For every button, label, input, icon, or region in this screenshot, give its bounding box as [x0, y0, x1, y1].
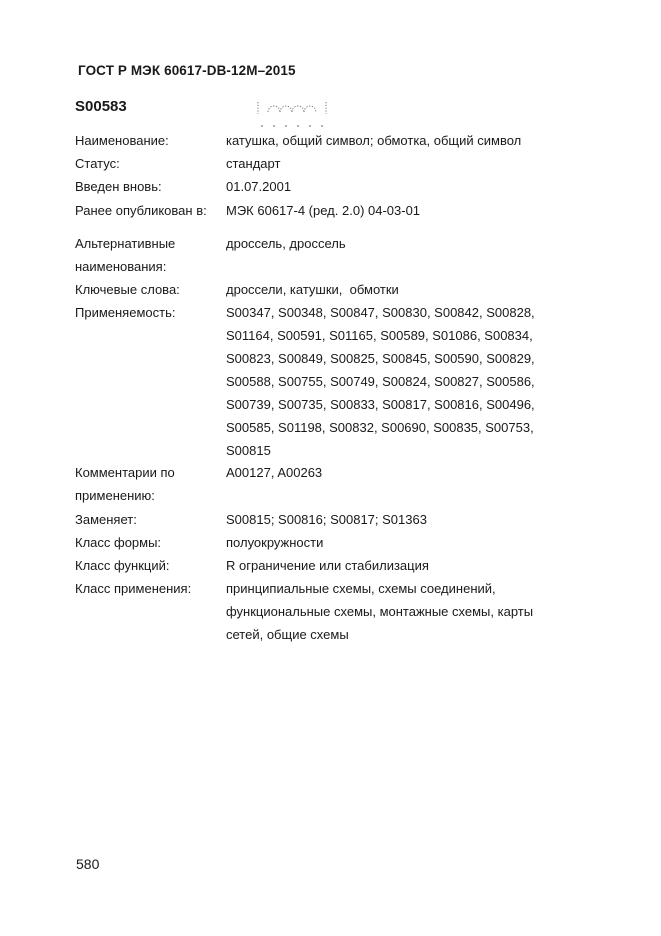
applicability-line: S00585, S01198, S00832, S00690, S00835, S00753, [226, 420, 534, 435]
field-previously-published-value: МЭК 60617-4 (ред. 2.0) 04-03-01 [226, 203, 421, 218]
field-name-label: Наименование: [75, 133, 169, 148]
field-previously-published-label: Ранее опубликован в: [75, 203, 207, 218]
field-status-value: стандарт [226, 156, 281, 171]
field-function-class-label: Класс функций: [75, 558, 170, 573]
applicability-line: S01164, S00591, S01165, S00589, S01086, S00834, [226, 328, 533, 343]
page-number: 580 [76, 856, 100, 872]
applicability-line: S00823, S00849, S00825, S00845, S00590, S00829, [226, 351, 535, 366]
standard-title: ГОСТ Р МЭК 60617-DB-12M–2015 [78, 63, 296, 78]
field-status-label: Статус: [75, 156, 120, 171]
field-form-class-value: полуокружности [226, 535, 324, 550]
field-replaces-value: S00815; S00816; S00817; S01363 [226, 512, 427, 527]
field-application-class-label: Класс применения: [75, 581, 192, 596]
field-alternative-names-value: дроссель, дроссель [226, 236, 346, 251]
field-form-class-label: Класс формы: [75, 535, 162, 550]
field-application-class-value [226, 577, 566, 646]
field-introduced-label: Введен вновь: [75, 179, 162, 194]
field-keywords-label: Ключевые слова: [75, 282, 180, 297]
coil-winding-semicircles-icon [252, 98, 332, 132]
field-introduced-value: 01.07.2001 [226, 179, 292, 194]
field-application-comments-label-line2: применению: [75, 488, 155, 503]
field-replaces-label: Заменяет: [75, 512, 137, 527]
applicability-line: S00588, S00755, S00749, S00824, S00827, S00586, [226, 374, 535, 389]
field-applicability-label: Применяемость: [75, 305, 176, 320]
field-alternative-names-label-line2: наименования: [75, 259, 167, 274]
field-application-comments-label-line1: Комментарии по [75, 465, 175, 480]
field-keywords-value: дроссели, катушки, обмотки [226, 282, 399, 297]
field-alternative-names-label-line1: Альтернативные [75, 236, 176, 251]
symbol-code: S00583 [75, 98, 127, 115]
field-function-class-value: R ограничение или стабилизация [226, 558, 429, 573]
applicability-line: S00347, S00348, S00847, S00830, S00842, S00828, [226, 305, 535, 320]
applicability-line: S00815 [226, 443, 271, 458]
field-alternative-names-label [75, 232, 225, 278]
application-class-line: функциональные схемы, монтажные схемы, карты [226, 604, 534, 619]
applicability-line: S00739, S00735, S00833, S00817, S00816, S00496, [226, 397, 535, 412]
application-class-line: принципиальные схемы, схемы соединений, [226, 581, 496, 596]
field-name-value: катушка, общий символ; обмотка, общий символ [226, 133, 522, 148]
field-application-comments-label [75, 461, 225, 507]
field-application-comments-value: A00127, A00263 [226, 465, 323, 480]
application-class-line: сетей, общие схемы [226, 627, 349, 642]
field-applicability-value [226, 301, 556, 462]
